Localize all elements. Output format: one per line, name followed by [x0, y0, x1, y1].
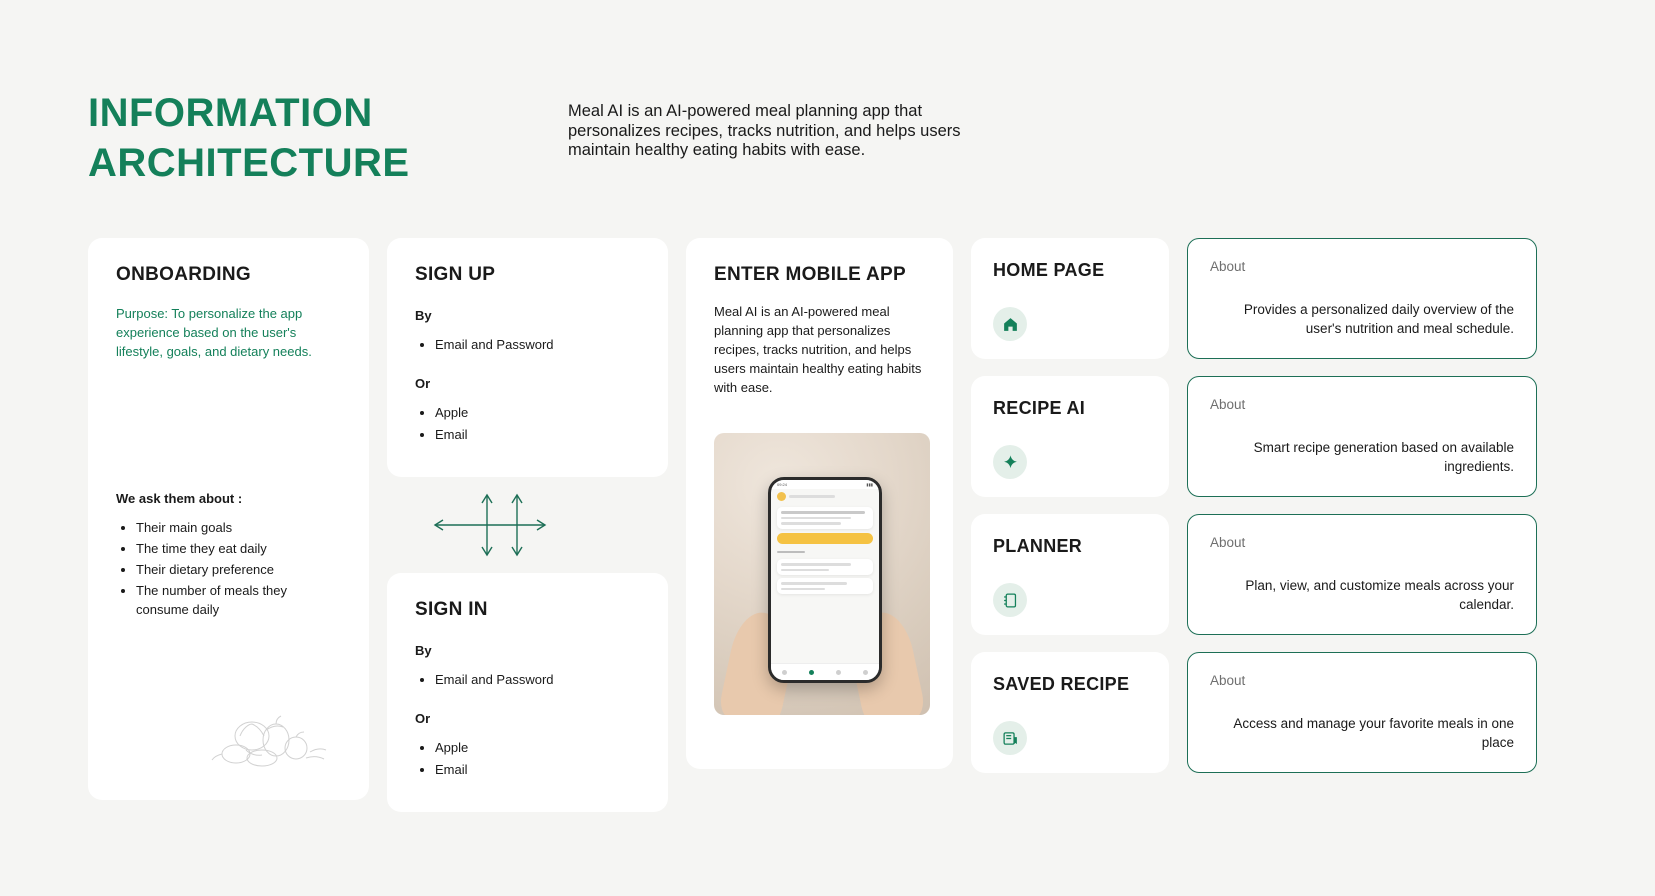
- about-label: About: [1210, 673, 1246, 688]
- onboarding-ask-label: We ask them about :: [116, 491, 243, 506]
- page-title: [88, 88, 508, 188]
- about-card-recipe-ai: [1187, 376, 1537, 497]
- list-item: • Email: [435, 425, 640, 444]
- feature-row: [971, 376, 1537, 497]
- phone-text-line: [781, 569, 829, 572]
- phone-name-line: [789, 495, 835, 498]
- about-card-saved-recipe: [1187, 652, 1537, 773]
- feature-title: SAVED RECIPE: [993, 674, 1130, 694]
- feature-row: [971, 238, 1537, 359]
- list-item: • Apple: [435, 738, 640, 757]
- notebook-icon: [993, 583, 1027, 617]
- saved-book-icon-glyph: [1002, 730, 1019, 747]
- authentication-column: [387, 238, 668, 812]
- list-item: • Apple: [435, 403, 640, 422]
- mobile-app-description: Meal AI is an AI-powered meal planning app that personalizes recipes, tracks nutrition, and helps users maintain healthy eating habits with ease.: [714, 304, 922, 395]
- signup-card: [387, 238, 668, 477]
- phone-profile-row: [771, 489, 879, 504]
- onboarding-question-list: [116, 518, 341, 619]
- signin-by-label: By: [415, 643, 432, 658]
- phone-text-line: [781, 511, 865, 514]
- about-text: Provides a personalized daily overview of the user's nutrition and meal schedule.: [1243, 302, 1514, 336]
- about-text: Smart recipe generation based on available ingredients.: [1253, 440, 1514, 474]
- signup-title: SIGN UP: [415, 264, 496, 285]
- about-label: About: [1210, 535, 1246, 550]
- feature-card-planner[interactable]: [971, 514, 1169, 635]
- phone-tab-dot: [863, 670, 868, 675]
- phone-tab-dot: [782, 670, 787, 675]
- feature-row: [971, 514, 1537, 635]
- signup-or-label: Or: [415, 376, 431, 391]
- phone-photo: [714, 433, 930, 715]
- signin-or-list: [415, 738, 640, 779]
- signin-card: [387, 573, 668, 812]
- about-card-planner: [1187, 514, 1537, 635]
- onboarding-purpose: Purpose: To personalize the app experience based on the user's lifestyle, goals, and dietary needs.: [116, 306, 312, 359]
- vegetables-sketch-icon: [206, 706, 336, 776]
- list-item: • Email and Password: [435, 670, 640, 689]
- feature-card-home-page[interactable]: [971, 238, 1169, 359]
- phone-hero-card: [777, 507, 873, 529]
- architecture-board: [88, 238, 1537, 812]
- feature-row: [971, 652, 1537, 773]
- phone-text-line: [781, 582, 847, 585]
- notebook-icon-glyph: [1002, 592, 1019, 609]
- phone-section-title: [771, 548, 879, 557]
- about-text: Access and manage your favorite meals in one place: [1233, 716, 1514, 750]
- phone-text-line: [781, 588, 825, 591]
- home-icon-glyph: [1002, 316, 1019, 333]
- phone-tab-dot: [836, 670, 841, 675]
- feature-title: PLANNER: [993, 536, 1083, 556]
- signin-by-list: [415, 670, 640, 689]
- saved-book-icon: [993, 721, 1027, 755]
- phone-tab-bar: [771, 663, 879, 680]
- sparkle-icon-glyph: [1002, 454, 1019, 471]
- about-text: Plan, view, and customize meals across your calendar.: [1245, 578, 1514, 612]
- feature-card-saved-recipe[interactable]: [971, 652, 1169, 773]
- phone-list-item: [777, 578, 873, 594]
- phone-text-line: [781, 522, 841, 525]
- avatar: [777, 492, 786, 501]
- signup-by-list: [415, 335, 640, 354]
- double-arrow-icon: [387, 477, 668, 573]
- list-item: • Their main goals: [136, 518, 341, 537]
- list-item: • The time they eat daily: [136, 539, 341, 558]
- list-item: • The number of meals they consume daily: [136, 581, 341, 619]
- feature-title: RECIPE AI: [993, 398, 1086, 418]
- list-item: • Email and Password: [435, 335, 640, 354]
- onboarding-title: ONBOARDING: [116, 264, 251, 285]
- page-intro-text: Meal AI is an AI-powered meal planning app that personalizes recipes, tracks nutrition, and helps users maintain healthy eating habits with ease.: [568, 102, 961, 159]
- page-title-line1: INFORMATION: [88, 91, 373, 135]
- phone-list-item: [777, 559, 873, 575]
- phone-text-line: [781, 517, 851, 520]
- about-label: About: [1210, 259, 1246, 274]
- mobile-app-title: ENTER MOBILE APP: [714, 264, 906, 285]
- onboarding-card: [88, 238, 369, 800]
- enter-mobile-app-card: [686, 238, 953, 769]
- page-title-line2: ARCHITECTURE: [88, 141, 410, 185]
- about-label: About: [1210, 397, 1246, 412]
- flow-connector-arrows: [387, 477, 668, 573]
- signup-or-list: [415, 403, 640, 444]
- phone-status-bar: 09:24 ▮▮▮: [771, 480, 879, 489]
- feature-card-recipe-ai[interactable]: [971, 376, 1169, 497]
- page-header: [88, 88, 1018, 188]
- feature-title: HOME PAGE: [993, 260, 1105, 280]
- phone-primary-button: [777, 533, 873, 544]
- phone-text-line: [777, 551, 805, 554]
- home-icon: [993, 307, 1027, 341]
- list-item: • Their dietary preference: [136, 560, 341, 579]
- signin-title: SIGN IN: [415, 599, 488, 620]
- list-item: • Email: [435, 760, 640, 779]
- about-card-home-page: [1187, 238, 1537, 359]
- phone-text-line: [781, 563, 851, 566]
- signup-by-label: By: [415, 308, 432, 323]
- phone-mockup: [768, 477, 882, 683]
- features-column: [971, 238, 1537, 773]
- phone-tab-dot-active: [809, 670, 814, 675]
- sparkle-icon: [993, 445, 1027, 479]
- signin-or-label: Or: [415, 711, 431, 726]
